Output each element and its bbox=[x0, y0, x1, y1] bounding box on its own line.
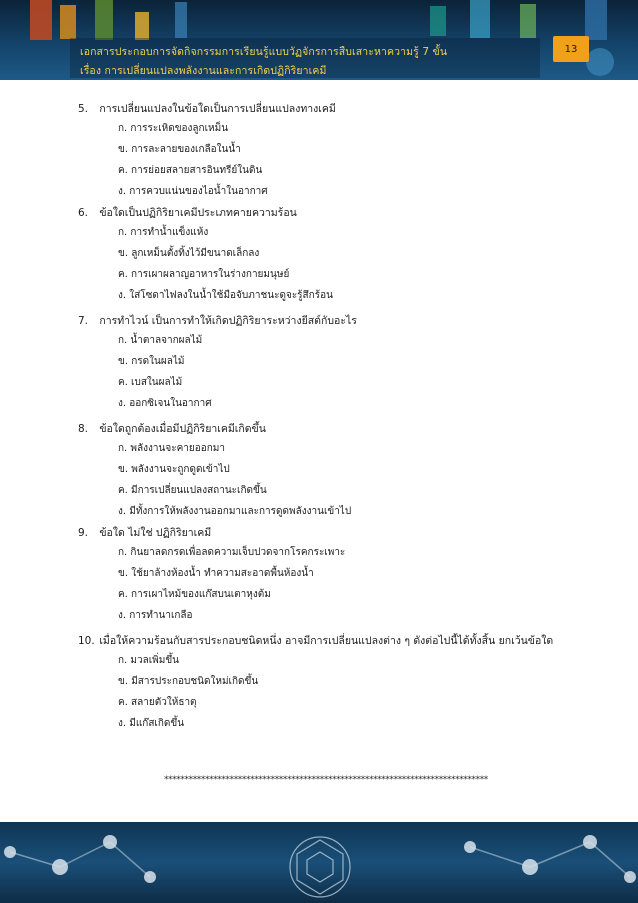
choice-item: ก. การทำน้ำแข็งแห้ง bbox=[118, 227, 209, 238]
choice-item: ค. การเผาไหม้ของแก๊สบนเตาหุงต้ม bbox=[118, 589, 271, 600]
choice-item: ค. การย่อยสลายสารอินทรีย์ในดิน bbox=[118, 165, 263, 176]
page-footer bbox=[0, 822, 638, 903]
question-9 bbox=[78, 524, 211, 541]
document-subtitle: เรื่อง การเปลี่ยนแปลงพลังงานและการเกิดปฏิกิริยาเคมี bbox=[80, 65, 327, 77]
choice-item: ก. กินยาลดกรดเพื่อลดความเจ็บปวดจากโรคกระเพาะ bbox=[118, 547, 346, 558]
choice-item: ข. ใช้ยาล้างห้องน้ำ ทำความสะอาดพื้นห้องน้ำ bbox=[118, 568, 314, 579]
choice-item: ง. ใส่โซดาไฟลงในน้ำใช้มือจับภาชนะดูจะรู้สึกร้อน bbox=[118, 290, 333, 301]
choice-item: ง. การควบแน่นของไอน้ำในอากาศ bbox=[118, 186, 268, 197]
question-text: การเปลี่ยนแปลงในข้อใดเป็นการเปลี่ยนแปลงทางเคมี bbox=[99, 103, 336, 115]
choice-item: ข. การละลายของเกลือในน้ำ bbox=[118, 144, 241, 155]
choice-item: ง. ออกซิเจนในอากาศ bbox=[118, 398, 212, 409]
choice-item: ก. พลังงานจะคายออกมา bbox=[118, 443, 226, 454]
choice-item: ก. การระเหิดของลูกเหม็น bbox=[118, 123, 229, 134]
page-header bbox=[0, 0, 638, 80]
question-10 bbox=[78, 632, 553, 649]
separator-line: ******************************************************************************* bbox=[164, 775, 488, 785]
question-text: การทำไวน์ เป็นการทำให้เกิดปฏิกิริยาระหว่างยีสต์กับอะไร bbox=[99, 315, 357, 327]
choice-item: ข. มีสารประกอบชนิดใหม่เกิดขึ้น bbox=[118, 676, 259, 687]
choice-item: ก. มวลเพิ่มขึ้น bbox=[118, 655, 180, 666]
choice-item: ง. มีแก๊สเกิดขึ้น bbox=[118, 718, 185, 729]
question-number: 9. bbox=[78, 527, 89, 539]
question-number: 10. bbox=[78, 635, 95, 647]
question-5 bbox=[78, 100, 336, 117]
choice-item: ง. มีทั้งการให้พลังงานออกมาและการดูดพลังงานเข้าไป bbox=[118, 506, 352, 517]
page-number-badge: 13 bbox=[553, 36, 589, 62]
question-number: 5. bbox=[78, 103, 89, 115]
question-6 bbox=[78, 204, 297, 221]
question-text: ข้อใดเป็นปฏิกิริยาเคมีประเภทคายความร้อน bbox=[99, 207, 297, 219]
choice-item: ก. น้ำตาลจากผลไม้ bbox=[118, 335, 203, 346]
question-number: 8. bbox=[78, 423, 89, 435]
choice-item: ค. เบสในผลไม้ bbox=[118, 377, 183, 388]
choice-item: ค. การเผาผลาญอาหารในร่างกายมนุษย์ bbox=[118, 269, 290, 280]
choice-item: ข. พลังงานจะถูกดูดเข้าไป bbox=[118, 464, 230, 475]
question-8 bbox=[78, 420, 266, 437]
molecule-structure-banner bbox=[0, 822, 638, 903]
question-text: ข้อใด ไม่ใช่ ปฏิกิริยาเคมี bbox=[99, 527, 212, 539]
question-text: ข้อใดถูกต้องเมื่อมีปฏิกิริยาเคมีเกิดขึ้น bbox=[99, 423, 266, 435]
question-7 bbox=[78, 312, 357, 329]
choice-item: ข. กรดในผลไม้ bbox=[118, 356, 185, 367]
question-text: เมื่อให้ความร้อนกับสารประกอบชนิดหนึ่ง อาจมีการเปลี่ยนแปลงต่าง ๆ ดังต่อไปนี้ได้ทั้งสิ้น ยกเว้นข้อใด bbox=[99, 635, 554, 647]
question-number: 6. bbox=[78, 207, 89, 219]
document-title: เอกสารประกอบการจัดกิจกรรมการเรียนรู้แบบวัฏจักรการสืบเสาะหาความรู้ 7 ขั้น bbox=[80, 46, 448, 58]
choice-item: ข. ลูกเหม็นตั้งทิ้งไว้มีขนาดเล็กลง bbox=[118, 248, 260, 259]
question-number: 7. bbox=[78, 315, 89, 327]
choice-item: ค. มีการเปลี่ยนแปลงสถานะเกิดขึ้น bbox=[118, 485, 267, 496]
choice-item: ค. สลายตัวให้ธาตุ bbox=[118, 697, 197, 708]
choice-item: ง. การทำนาเกลือ bbox=[118, 610, 193, 621]
